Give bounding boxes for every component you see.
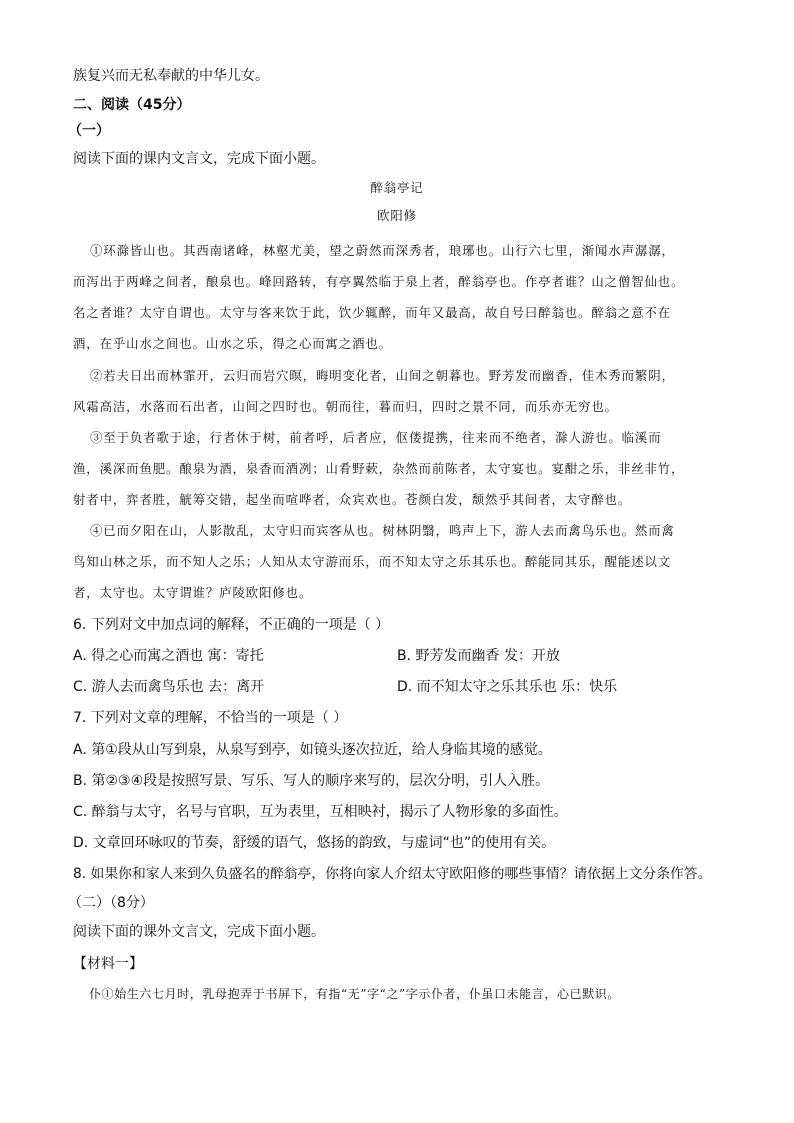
question-6: 6. 下列对文中加点词的解释，不正确的一项是（ ） <box>73 617 390 633</box>
passage-line: ②若夫日出而林霏开，云归而岩穴暝，晦明变化者，山间之朝暮也。野芳发而幽香，佳木秀而繁阴， <box>90 368 675 383</box>
passage-line: 者，太守也。太守谓谁？庐陵欧阳修也。 <box>73 585 313 600</box>
passage-line: 射者中，弈者胜，觥筹交错，起坐而喧哗者，众宾欢也。苍颜白发，颓然乎其间者，太守醉也。 <box>73 492 632 507</box>
text-line: 族复兴而无私奉献的中华儿女。 <box>73 68 269 84</box>
passage-line: 风霜高洁，水落而石出者，山间之四时也。朝而往，暮而归，四时之景不同，而乐亦无穷也。 <box>73 399 618 414</box>
material-line: 仆①始生六七月时，乳母抱弄于书屏下，有指“无”字“之”字示仆者，仆虽口未能言，心已默识。 <box>89 987 620 1001</box>
question-7-option-b: B. 第②③④段是按照写景、写乐、写人的顺序来写的，层次分明，引人入胜。 <box>73 773 550 789</box>
passage-line: 名之者谁？太守自谓也。太守与客来饮于此，饮少辄醉，而年又最高，故自号曰醉翁也。醉翁之意不在 <box>73 305 672 320</box>
question-7-option-c: C. 醉翁与太守，名号与官职，互为表里，互相映衬，揭示了人物形象的多面性。 <box>73 804 568 820</box>
question-6-option-c: C. 游人去而禽鸟乐也 去：离开 <box>73 679 265 695</box>
question-6-option-b: B. 野芳发而幽香 发：开放 <box>397 648 560 664</box>
passage-line: 渔，溪深而鱼肥。酿泉为酒，泉香而酒冽；山肴野蔌，杂然而前陈者，太守宴也。宴酣之乐，非丝非竹， <box>73 461 685 476</box>
question-7-option-d: D. 文章回环咏叹的节奏，舒缓的语气，悠扬的韵致，与虚词“也”的使用有关。 <box>73 835 556 851</box>
passage-title: 醉翁亭记 <box>370 180 424 195</box>
question-7: 7. 下列对文章的理解，不恰当的一项是（ ） <box>73 710 348 726</box>
question-6-option-a: A. 得之心而寓之酒也 寓：寄托 <box>73 648 264 664</box>
question-6-option-d: D. 而不知太守之乐其乐也 乐：快乐 <box>397 679 618 695</box>
material-label: 【材料一】 <box>73 956 143 972</box>
passage-line: 酒，在乎山水之间也。山水之乐，得之心而寓之酒也。 <box>73 336 392 351</box>
passage-line: ③至于负者歌于途，行者休于树，前者呼，后者应，伛偻提携，往来而不绝者，滁人游也。临溪而 <box>90 430 662 445</box>
subsection-heading: （一） <box>68 123 110 139</box>
passage-line: ①环滁皆山也。其西南诸峰，林壑尤美，望之蔚然而深秀者，琅琊也。山行六七里，渐闻水声潺潺， <box>90 243 675 258</box>
passage-line: 而泻出于两峰之间者，酿泉也。峰回路转，有亭翼然临于泉上者，醉翁亭也。作亭者谁？山之僧智仙也。 <box>73 274 685 289</box>
question-8: 8. 如果你和家人来到久负盛名的醉翁亭，你将向家人介绍太守欧阳修的哪些事情？请依据上文分条作答。 <box>73 866 712 882</box>
instruction: 阅读下面的课外文言文，完成下面小题。 <box>73 924 325 940</box>
section-heading: 二、阅读（45分） <box>73 97 191 113</box>
passage-line: 鸟知山林之乐，而不知人之乐；人知从太守游而乐，而不知太守之乐其乐也。醉能同其乐，醒能述以文 <box>73 554 672 569</box>
subsection-heading: （二）（8分） <box>68 895 154 911</box>
instruction: 阅读下面的课内文言文，完成下面小题。 <box>73 151 325 167</box>
passage-line: ④已而夕阳在山，人影散乱，太守归而宾客从也。树林阴翳，鸣声上下，游人去而禽鸟乐也。然而禽 <box>90 523 675 538</box>
passage-author: 欧阳修 <box>377 208 417 223</box>
question-7-option-a: A. 第①段从山写到泉，从泉写到亭，如镜头逐次拉近，给人身临其境的感觉。 <box>73 742 552 758</box>
